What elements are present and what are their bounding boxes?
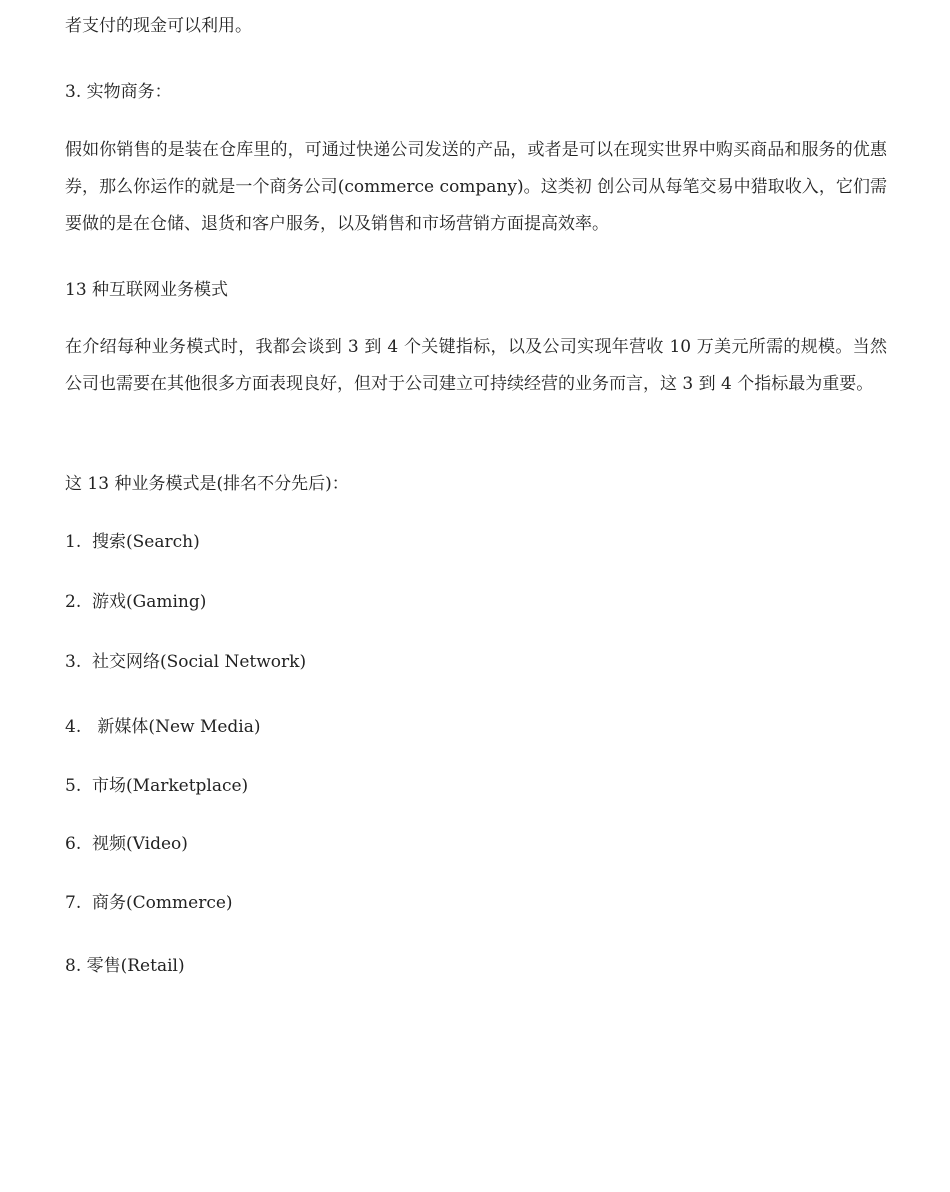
list-item-gaming: 2. 游戏(Gaming) [65, 592, 207, 612]
intro-tail-text: 者支付的现金可以利用。 [65, 16, 252, 36]
section3-heading: 3. 实物商务： [65, 82, 172, 102]
list-item-social-network: 3. 社交网络(Social Network) [65, 652, 307, 672]
list-item-commerce: 7. 商务(Commerce) [65, 893, 233, 913]
list-item-search: 1. 搜索(Search) [65, 532, 200, 552]
list-item-retail: 8. 零售(Retail) [65, 956, 185, 976]
models-body: 在介绍每种业务模式时，我都会谈到 3 到 4 个关键指标，以及公司实现年营收 10 万美元所需的规模。当然公司也需要在其他很多方面表现良好，但对于公司建立可持续经营的业务而言，这 3 到 4 个指标最为重要。 [65, 337, 887, 394]
section3-body: 假如你销售的是装在仓库里的，可通过快递公司发送的产品，或者是可以在现实世界中购买商品和服务的优惠券，那么你运作的就是一个商务公司(commerce company)。这类初 创公司从每笔交易中猎取收入，它们需要做的是在仓储、退货和客户服务，以及销售和市场营销方面提高效率。 [65, 140, 887, 234]
list-intro: 这 13 种业务模式是(排名不分先后)： [65, 474, 349, 494]
list-item-new-media: 4. 新媒体(New Media) [65, 717, 261, 737]
list-item-video: 6. 视频(Video) [65, 834, 188, 854]
list-item-marketplace: 5. 市场(Marketplace) [65, 776, 249, 796]
models-heading: 13 种互联网业务模式 [65, 280, 229, 300]
